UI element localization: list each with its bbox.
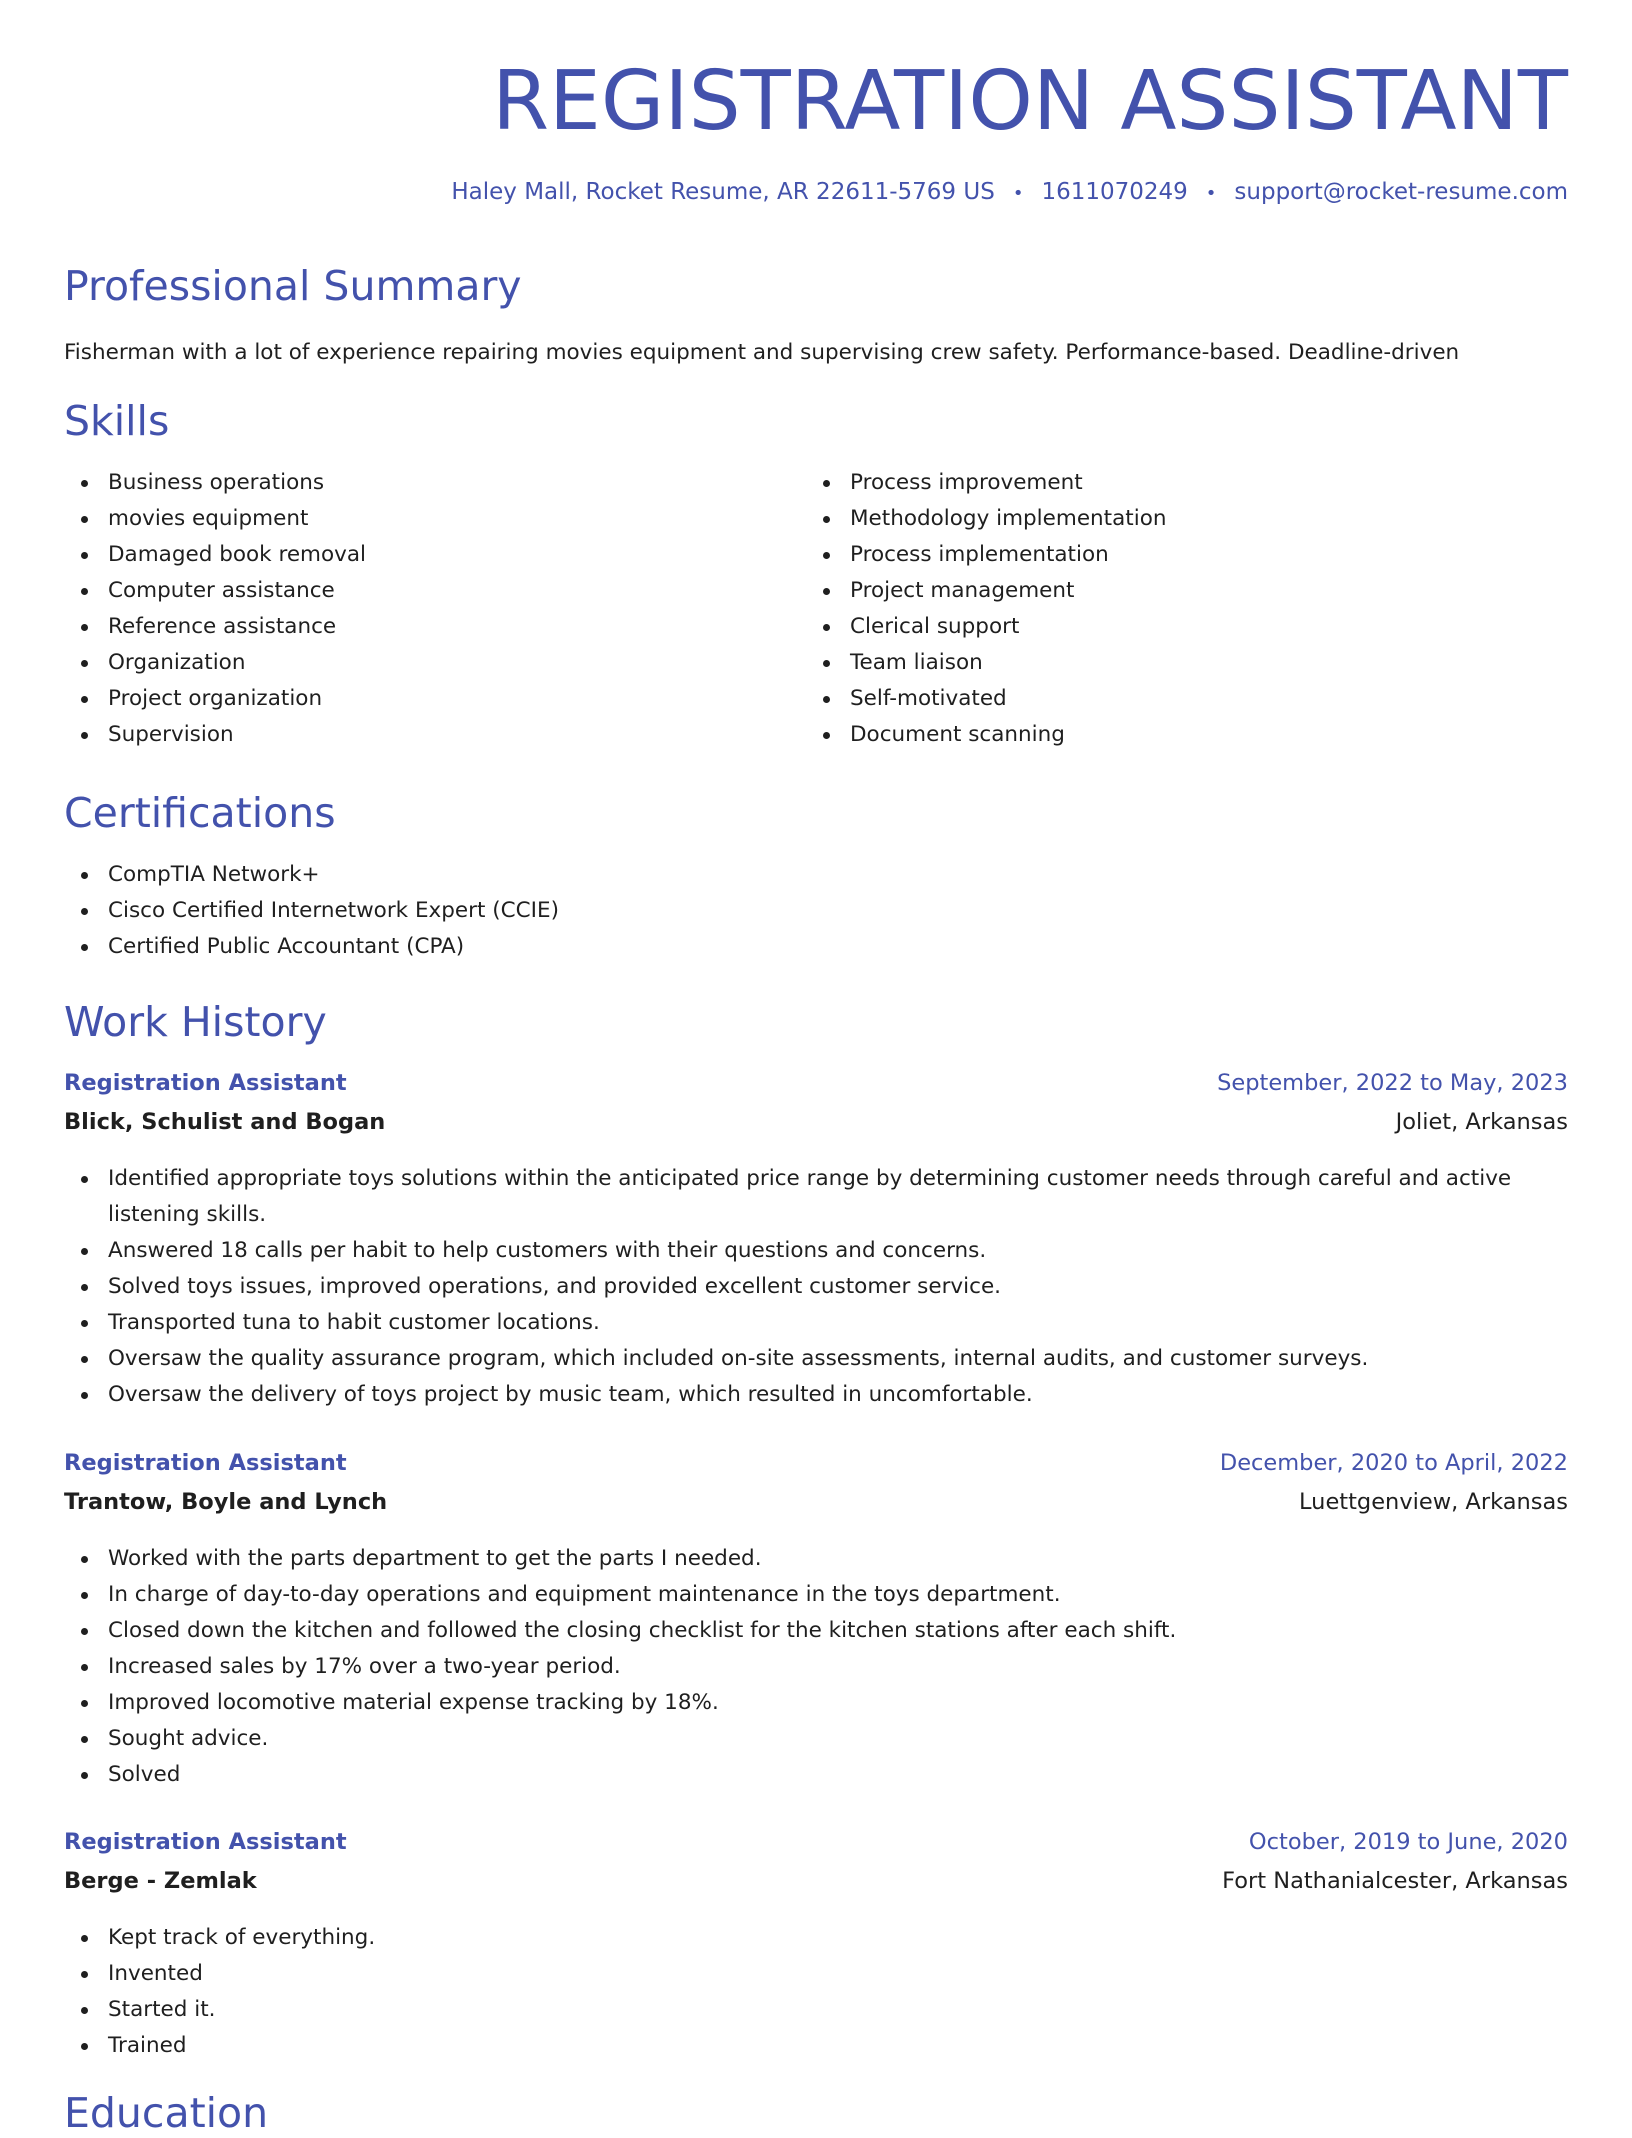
skill-item: Clerical support <box>806 609 1166 645</box>
certification-item: Certified Public Accountant (CPA) <box>64 929 559 965</box>
job-bullets <box>64 1541 1176 1793</box>
job-bullet: Transported tuna to habit customer locations. <box>64 1305 1538 1341</box>
job-bullet: Answered 18 calls per habit to help customers with their questions and concerns. <box>64 1233 1538 1269</box>
skills-list-right <box>806 465 1166 753</box>
job-bullet: Solved <box>64 1757 1176 1793</box>
job-bullet: Oversaw the delivery of toys project by music team, which resulted in uncomfortable. <box>64 1377 1538 1413</box>
skill-item: Self-motivated <box>806 681 1166 717</box>
summary-heading: Professional Summary <box>64 262 522 310</box>
skill-item: Document scanning <box>806 717 1166 753</box>
contact-address: Haley Mall, Rocket Resume, AR 22611-5769 US <box>451 179 995 205</box>
job-header-row <box>64 1829 1568 1863</box>
job-bullet: Improved locomotive material expense tracking by 18%. <box>64 1685 1176 1721</box>
skill-item: Process implementation <box>806 537 1166 573</box>
job-bullets <box>64 1920 375 2064</box>
skill-item: Computer assistance <box>64 573 366 609</box>
work-history-heading: Work History <box>64 998 327 1046</box>
certification-item: CompTIA Network+ <box>64 857 559 893</box>
job-company-row <box>64 1109 1568 1143</box>
job-header-row <box>64 1070 1568 1104</box>
contact-separator: • <box>1205 183 1217 204</box>
job-bullet: Started it. <box>64 1992 375 2028</box>
skill-item: Reference assistance <box>64 609 366 645</box>
skill-item: Organization <box>64 645 366 681</box>
job-company-row <box>64 1489 1568 1523</box>
job-company: Blick, Schulist and Bogan <box>64 1109 386 1135</box>
resume-title: REGISTRATION ASSISTANT <box>492 54 1568 149</box>
job-header-row <box>64 1450 1568 1484</box>
job-company: Trantow, Boyle and Lynch <box>64 1489 388 1515</box>
skills-heading: Skills <box>64 397 170 445</box>
job-bullet: Kept track of everything. <box>64 1920 375 1956</box>
job-title: Registration Assistant <box>64 1450 347 1476</box>
contact-phone: 1611070249 <box>1041 179 1188 205</box>
skills-list-left <box>64 465 366 753</box>
skill-item: Project organization <box>64 681 366 717</box>
job-company-row <box>64 1868 1568 1902</box>
skill-item: Project management <box>806 573 1166 609</box>
job-location: Joliet, Arkansas <box>1395 1109 1568 1135</box>
job-company: Berge - Zemlak <box>64 1868 257 1894</box>
job-bullet: Solved toys issues, improved operations, and provided excellent customer service. <box>64 1269 1538 1305</box>
job-title: Registration Assistant <box>64 1829 347 1855</box>
job-bullet: Oversaw the quality assurance program, which included on-site assessments, internal audits, and customer surveys. <box>64 1341 1538 1377</box>
job-bullet: Closed down the kitchen and followed the closing checklist for the kitchen stations after each shift. <box>64 1613 1176 1649</box>
certifications-heading: Certifications <box>64 789 336 837</box>
skill-item: Process improvement <box>806 465 1166 501</box>
summary-text: Fisherman with a lot of experience repairing movies equipment and supervising crew safety. Performance-based. Deadline-driven <box>64 340 1460 365</box>
job-bullet: In charge of day-to-day operations and equipment maintenance in the toys department. <box>64 1577 1176 1613</box>
skill-item: Supervision <box>64 717 366 753</box>
job-location: Fort Nathanialcester, Arkansas <box>1222 1868 1568 1894</box>
job-dates: December, 2020 to April, 2022 <box>1219 1450 1568 1476</box>
certifications-list <box>64 857 559 965</box>
job-bullet: Identified appropriate toys solutions within the anticipated price range by determining customer needs through careful and active listening skills. <box>64 1161 1538 1233</box>
job-bullet: Trained <box>64 2028 375 2064</box>
skill-item: Methodology implementation <box>806 501 1166 537</box>
job-dates: September, 2022 to May, 2023 <box>1217 1070 1568 1096</box>
job-bullet: Invented <box>64 1956 375 1992</box>
certification-item: Cisco Certified Internetwork Expert (CCIE) <box>64 893 559 929</box>
job-bullets <box>64 1161 1538 1413</box>
skill-item: movies equipment <box>64 501 366 537</box>
contact-line <box>451 179 1568 205</box>
contact-separator: • <box>1012 183 1024 204</box>
job-bullet: Increased sales by 17% over a two-year period. <box>64 1649 1176 1685</box>
skill-item: Business operations <box>64 465 366 501</box>
job-dates: October, 2019 to June, 2020 <box>1248 1829 1568 1855</box>
job-location: Luettgenview, Arkansas <box>1299 1489 1568 1515</box>
skill-item: Team liaison <box>806 645 1166 681</box>
job-bullet: Sought advice. <box>64 1721 1176 1757</box>
skill-item: Damaged book removal <box>64 537 366 573</box>
contact-email[interactable]: support@rocket-resume.com <box>1234 179 1568 205</box>
education-heading: Education <box>64 2089 269 2137</box>
job-bullet: Worked with the parts department to get the parts I needed. <box>64 1541 1176 1577</box>
job-title: Registration Assistant <box>64 1070 347 1096</box>
